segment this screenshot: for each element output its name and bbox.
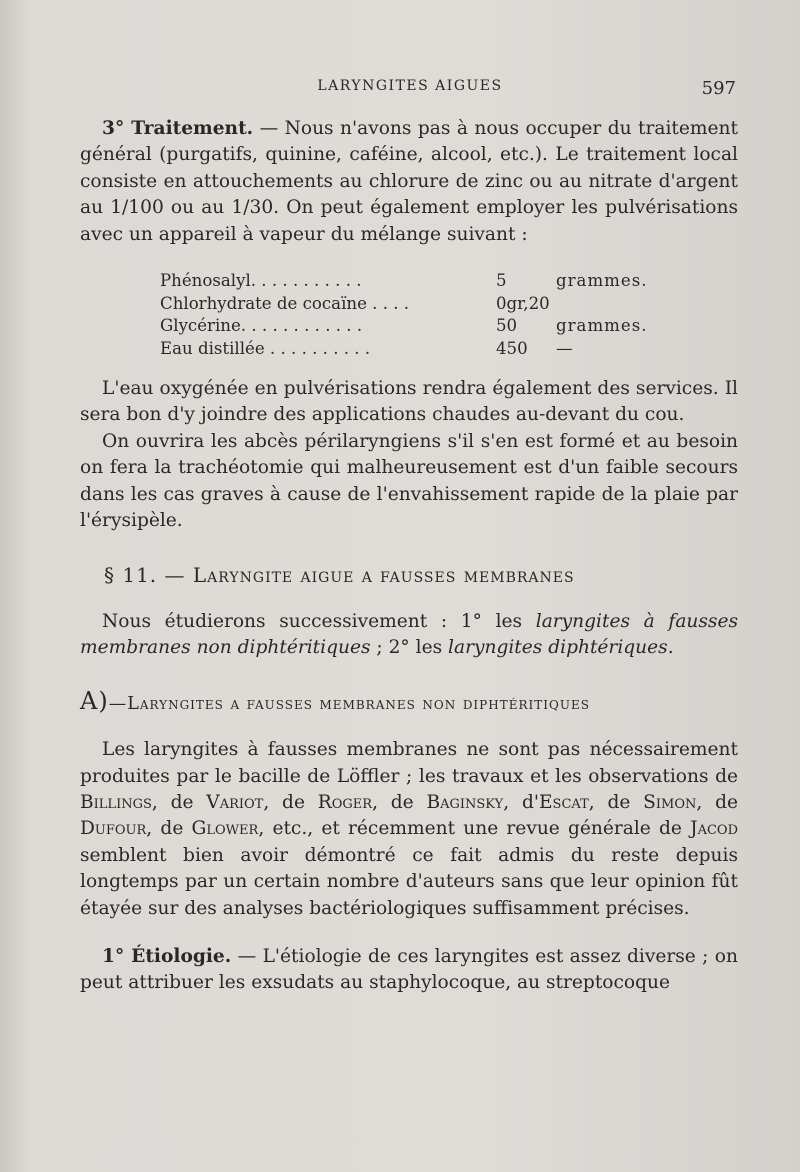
author-name: Escat (538, 791, 589, 813)
section-heading (104, 562, 738, 588)
page-body (80, 116, 738, 997)
recipe-ingredient: Phénosalyl. . . . . . . . . . . (160, 271, 362, 291)
intro-emphasis: laryngites diphtériques (448, 637, 668, 659)
running-title: LARYNGITES AIGUES (317, 78, 503, 94)
recipe-row (160, 270, 738, 293)
main-paragraph (80, 737, 738, 922)
recipe-unit: grammes. (556, 316, 648, 336)
treatment-paragraph (80, 116, 738, 248)
treatment-text: — Nous n'avons pas à nous occuper du traitement général (purgatifs, quinine, caféine, alcool, etc.). Le traitement local consiste en attouchements au chlorure de zinc ou au nitrate d'argent au 1/100 ou au 1/30. On peut également employer les pulvérisations avec un appareil à vapeur du mélange suivant : (80, 118, 738, 245)
author-name: Dufour (80, 818, 147, 840)
subsection-title: —Laryngites a fausses membranes non diphtéritiques (108, 693, 590, 714)
intro-text: . (667, 637, 674, 659)
main-text: , de (696, 791, 738, 813)
author-name: Billings (80, 791, 152, 813)
intro-emphasis: laryngites à fausses membranes non diphtéritiques (80, 610, 739, 659)
main-text: , de (263, 791, 318, 813)
recipe-quantity: 450 (496, 338, 528, 358)
recipe-ingredient: Glycérine. . . . . . . . . . . . (160, 316, 363, 336)
recipe-unit: grammes. (556, 271, 648, 291)
author-name: Variot (206, 791, 264, 813)
author-name: Simon (643, 791, 697, 813)
recipe-row (160, 315, 738, 338)
main-text: , etc., et récemment une revue générale de (258, 818, 691, 840)
section-title: Laryngite aigue a fausses membranes (192, 563, 575, 588)
page-number: 597 (701, 78, 736, 99)
recipe-quantity: 5 (496, 271, 507, 291)
etiology-label: 1° Étiologie. (102, 945, 232, 967)
subsection-heading (80, 688, 738, 717)
oxygenated-water-paragraph: L'eau oxygénée en pulvérisations rendra également des services. Il sera bon d'y joindre des applications chaudes au-devant du cou. (80, 378, 738, 426)
author-name: Baginsky (426, 791, 504, 813)
recipe-row (160, 293, 738, 316)
recipe-ingredient: Eau distillée . . . . . . . . . . (160, 338, 371, 358)
main-text: , de (588, 791, 644, 813)
intro-text: Nous étudierons successivement : 1° les (102, 610, 536, 632)
page-header (80, 78, 740, 102)
recipe-quantity: 0gr,20 (496, 293, 550, 313)
etiology-text: — L'étiologie de ces laryngites est assez diverse ; on peut attribuer les exsudats au staphylocoque, au streptocoque (80, 945, 738, 994)
recipe-table (160, 270, 738, 360)
main-text: , de (151, 791, 207, 813)
recipe-row (160, 338, 738, 361)
recipe-unit: — (556, 338, 574, 358)
etiology-paragraph (80, 944, 738, 997)
main-text: , de (372, 791, 427, 813)
author-name: Glower (191, 818, 259, 840)
author-name: Roger (317, 791, 373, 813)
subsection-letter: A) (80, 686, 109, 715)
main-text: , d' (503, 791, 539, 813)
recipe-unit (556, 293, 738, 316)
intro-paragraph (80, 609, 738, 662)
section-dash: — (157, 563, 193, 588)
main-text: Les laryngites à fausses membranes ne sont pas nécessairement produites par le bacille de Löffler ; les travaux et les observations de (80, 739, 738, 787)
author-name: Jacod (690, 818, 739, 840)
treatment-label: 3° Traitement. (102, 118, 254, 139)
recipe-quantity: 50 (496, 316, 518, 336)
intro-text: ; 2° les (370, 637, 449, 659)
main-text: , de (146, 818, 192, 840)
recipe-ingredient: Chlorhydrate de cocaïne . . . . (160, 293, 410, 313)
abscess-paragraph: On ouvrira les abcès périlaryngiens s'il s'en est formé et au besoin on fera la trachéotomie qui malheureusement est d'un faible secours dans les cas graves à cause de l'envahissement rapide de la plaie par l'érysipèle. (80, 430, 738, 532)
main-text: semblent bien avoir démontré ce fait admis du reste depuis longtemps par un certain nombre d'auteurs sans que leur opinion fût étayée sur des analyses bactériologiques suffisamment précises. (80, 844, 738, 919)
section-number: § 11. (104, 563, 158, 588)
